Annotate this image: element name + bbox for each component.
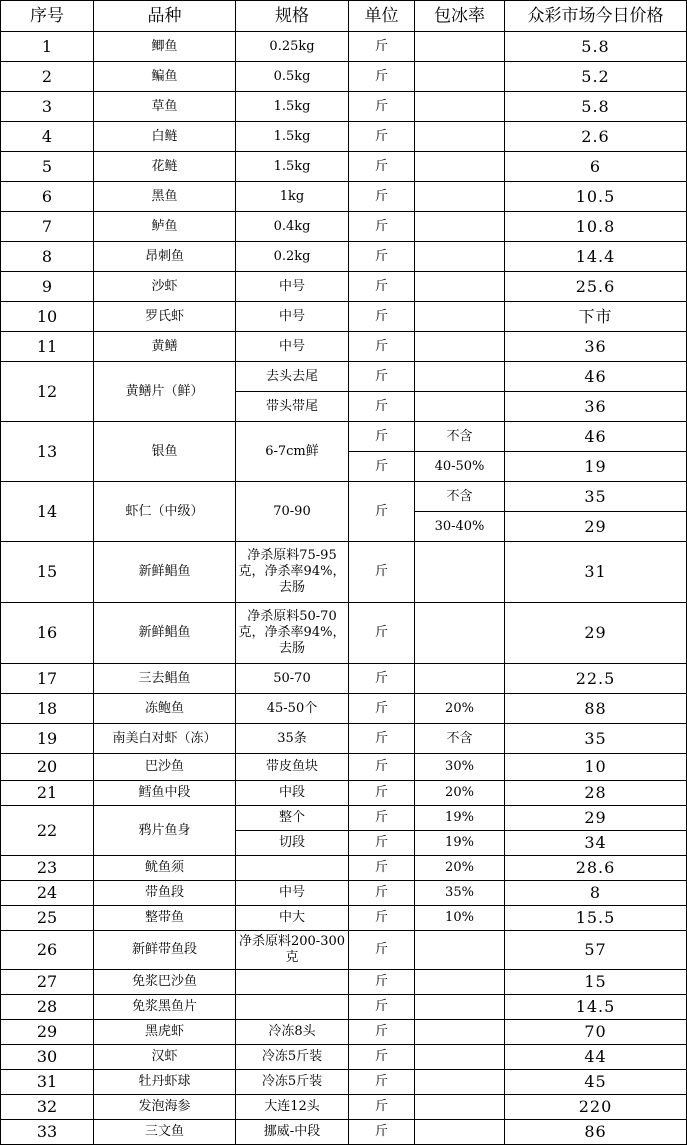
cell-ice-rate	[415, 542, 505, 603]
cell-unit: 斤	[349, 482, 415, 542]
cell-ice-rate	[415, 62, 505, 92]
cell-price: 29	[505, 603, 687, 664]
cell-name: 罗氏虾	[94, 302, 236, 332]
cell-spec: 35条	[236, 724, 349, 754]
cell-ice-rate: 30%	[415, 754, 505, 781]
cell-spec: 净杀原料75-95克，净杀率94%，去肠	[236, 542, 349, 603]
cell-unit: 斤	[349, 62, 415, 92]
cell-no: 16	[1, 603, 94, 664]
cell-name: 牡丹虾球	[94, 1070, 236, 1095]
table-row	[1, 931, 687, 970]
cell-spec: 6-7cm鲜	[236, 422, 349, 482]
table-row	[1, 970, 687, 995]
cell-unit: 斤	[349, 603, 415, 664]
cell-unit: 斤	[349, 856, 415, 881]
cell-ice-rate	[415, 995, 505, 1020]
cell-ice-rate: 不含	[415, 422, 505, 452]
cell-no: 10	[1, 302, 94, 332]
cell-unit: 斤	[349, 32, 415, 62]
cell-unit: 斤	[349, 452, 415, 482]
cell-name: 昂刺鱼	[94, 242, 236, 272]
cell-ice-rate	[415, 664, 505, 694]
cell-spec: 中号	[236, 332, 349, 362]
cell-name: 草鱼	[94, 92, 236, 122]
header-no: 序号	[1, 1, 94, 32]
cell-unit: 斤	[349, 970, 415, 995]
cell-ice-rate: 20%	[415, 856, 505, 881]
cell-spec: 1.5kg	[236, 92, 349, 122]
cell-unit: 斤	[349, 1095, 415, 1120]
cell-ice-rate	[415, 272, 505, 302]
cell-name: 黄鳝	[94, 332, 236, 362]
cell-unit: 斤	[349, 152, 415, 182]
cell-spec: 切段	[236, 831, 349, 856]
cell-no: 20	[1, 754, 94, 781]
cell-no: 15	[1, 542, 94, 603]
cell-spec	[236, 970, 349, 995]
cell-ice-rate	[415, 212, 505, 242]
cell-no: 7	[1, 212, 94, 242]
cell-name: 鲫鱼	[94, 32, 236, 62]
cell-no: 32	[1, 1095, 94, 1120]
table-row	[1, 1045, 687, 1070]
cell-spec: 挪威-中段	[236, 1120, 349, 1145]
cell-price: 86	[505, 1120, 687, 1145]
table-row	[1, 362, 687, 392]
cell-spec: 去头去尾	[236, 362, 349, 392]
cell-spec: 0.5kg	[236, 62, 349, 92]
cell-no: 3	[1, 92, 94, 122]
cell-price: 15.5	[505, 906, 687, 931]
cell-name: 南美白对虾（冻）	[94, 724, 236, 754]
cell-name: 冻鲍鱼	[94, 694, 236, 724]
cell-unit: 斤	[349, 1120, 415, 1145]
cell-price: 28	[505, 781, 687, 806]
cell-unit: 斤	[349, 1070, 415, 1095]
cell-ice-rate	[415, 1095, 505, 1120]
cell-no: 22	[1, 806, 94, 856]
table-row	[1, 1095, 687, 1120]
cell-no: 23	[1, 856, 94, 881]
cell-spec: 整个	[236, 806, 349, 831]
table-row	[1, 781, 687, 806]
cell-unit: 斤	[349, 392, 415, 422]
table-row	[1, 332, 687, 362]
table-row	[1, 212, 687, 242]
cell-price: 5.8	[505, 32, 687, 62]
cell-unit: 斤	[349, 754, 415, 781]
table-row	[1, 806, 687, 831]
cell-price: 88	[505, 694, 687, 724]
cell-ice-rate: 35%	[415, 881, 505, 906]
table-row	[1, 881, 687, 906]
cell-no: 31	[1, 1070, 94, 1095]
cell-price: 35	[505, 482, 687, 512]
cell-unit: 斤	[349, 302, 415, 332]
cell-ice-rate	[415, 1020, 505, 1045]
table-row	[1, 152, 687, 182]
cell-spec: 0.4kg	[236, 212, 349, 242]
cell-unit: 斤	[349, 92, 415, 122]
cell-name: 鸦片鱼身	[94, 806, 236, 856]
cell-unit: 斤	[349, 931, 415, 970]
header-name: 品种	[94, 1, 236, 32]
cell-unit: 斤	[349, 995, 415, 1020]
cell-ice-rate: 不含	[415, 724, 505, 754]
cell-price: 25.6	[505, 272, 687, 302]
cell-name: 鳕鱼中段	[94, 781, 236, 806]
table-row	[1, 62, 687, 92]
cell-price: 35	[505, 724, 687, 754]
cell-spec: 大连12头	[236, 1095, 349, 1120]
cell-no: 27	[1, 970, 94, 995]
cell-spec: 中号	[236, 881, 349, 906]
cell-no: 28	[1, 995, 94, 1020]
cell-price: 10	[505, 754, 687, 781]
cell-no: 11	[1, 332, 94, 362]
cell-ice-rate: 不含	[415, 482, 505, 512]
table-row	[1, 664, 687, 694]
cell-spec: 带头带尾	[236, 392, 349, 422]
cell-no: 26	[1, 931, 94, 970]
cell-no: 8	[1, 242, 94, 272]
cell-price: 28.6	[505, 856, 687, 881]
cell-unit: 斤	[349, 1020, 415, 1045]
cell-spec: 带皮鱼块	[236, 754, 349, 781]
cell-name: 银鱼	[94, 422, 236, 482]
cell-name: 鱿鱼须	[94, 856, 236, 881]
cell-no: 14	[1, 482, 94, 542]
cell-ice-rate	[415, 242, 505, 272]
cell-price: 44	[505, 1045, 687, 1070]
cell-price: 14.5	[505, 995, 687, 1020]
cell-spec: 45-50个	[236, 694, 349, 724]
cell-name: 鲈鱼	[94, 212, 236, 242]
cell-spec: 冷冻5斤装	[236, 1070, 349, 1095]
cell-ice-rate: 30-40%	[415, 512, 505, 542]
cell-name: 新鲜鲳鱼	[94, 603, 236, 664]
cell-no: 33	[1, 1120, 94, 1145]
cell-no: 29	[1, 1020, 94, 1045]
cell-ice-rate	[415, 970, 505, 995]
cell-unit: 斤	[349, 806, 415, 831]
cell-no: 30	[1, 1045, 94, 1070]
cell-name: 免浆巴沙鱼	[94, 970, 236, 995]
cell-price: 220	[505, 1095, 687, 1120]
cell-no: 1	[1, 32, 94, 62]
table-row	[1, 182, 687, 212]
cell-name: 黑鱼	[94, 182, 236, 212]
cell-price: 10.5	[505, 182, 687, 212]
cell-ice-rate	[415, 152, 505, 182]
cell-spec: 1.5kg	[236, 152, 349, 182]
cell-unit: 斤	[349, 542, 415, 603]
cell-no: 9	[1, 272, 94, 302]
cell-no: 6	[1, 182, 94, 212]
header-spec: 规格	[236, 1, 349, 32]
cell-price: 下市	[505, 302, 687, 332]
cell-unit: 斤	[349, 724, 415, 754]
cell-unit: 斤	[349, 182, 415, 212]
cell-price: 2.6	[505, 122, 687, 152]
table-row	[1, 906, 687, 931]
cell-name: 黄鳝片（鲜）	[94, 362, 236, 422]
table-row	[1, 302, 687, 332]
cell-unit: 斤	[349, 422, 415, 452]
cell-ice-rate	[415, 182, 505, 212]
cell-ice-rate	[415, 1045, 505, 1070]
cell-no: 24	[1, 881, 94, 906]
cell-spec: 冷冻5斤装	[236, 1045, 349, 1070]
cell-name: 新鲜鲳鱼	[94, 542, 236, 603]
cell-spec: 中号	[236, 272, 349, 302]
cell-price: 19	[505, 452, 687, 482]
cell-no: 4	[1, 122, 94, 152]
cell-unit: 斤	[349, 781, 415, 806]
cell-spec: 中段	[236, 781, 349, 806]
cell-unit: 斤	[349, 332, 415, 362]
cell-no: 17	[1, 664, 94, 694]
cell-price: 29	[505, 806, 687, 831]
cell-ice-rate: 20%	[415, 781, 505, 806]
cell-ice-rate	[415, 392, 505, 422]
cell-unit: 斤	[349, 906, 415, 931]
table-row	[1, 856, 687, 881]
cell-no: 18	[1, 694, 94, 724]
cell-name: 虾仁（中级）	[94, 482, 236, 542]
cell-unit: 斤	[349, 122, 415, 152]
cell-price: 34	[505, 831, 687, 856]
cell-ice-rate: 10%	[415, 906, 505, 931]
cell-ice-rate	[415, 302, 505, 332]
cell-unit: 斤	[349, 1045, 415, 1070]
header-price: 众彩市场今日价格	[505, 1, 687, 32]
table-row	[1, 122, 687, 152]
cell-ice-rate	[415, 362, 505, 392]
cell-ice-rate	[415, 92, 505, 122]
cell-name: 发泡海参	[94, 1095, 236, 1120]
cell-unit: 斤	[349, 831, 415, 856]
cell-unit: 斤	[349, 362, 415, 392]
table-row	[1, 422, 687, 452]
cell-name: 鳊鱼	[94, 62, 236, 92]
cell-price: 31	[505, 542, 687, 603]
cell-name: 汉虾	[94, 1045, 236, 1070]
cell-unit: 斤	[349, 272, 415, 302]
cell-price: 36	[505, 392, 687, 422]
cell-spec: 净杀原料50-70克，净杀率94%，去肠	[236, 603, 349, 664]
cell-no: 19	[1, 724, 94, 754]
cell-name: 三去鲳鱼	[94, 664, 236, 694]
cell-unit: 斤	[349, 242, 415, 272]
cell-price: 36	[505, 332, 687, 362]
table-row	[1, 694, 687, 724]
cell-spec: 1kg	[236, 182, 349, 212]
cell-price: 29	[505, 512, 687, 542]
cell-price: 6	[505, 152, 687, 182]
cell-name: 免浆黑鱼片	[94, 995, 236, 1020]
cell-price: 8	[505, 881, 687, 906]
cell-no: 5	[1, 152, 94, 182]
table-row	[1, 242, 687, 272]
table-row	[1, 32, 687, 62]
cell-unit: 斤	[349, 694, 415, 724]
cell-name: 巴沙鱼	[94, 754, 236, 781]
cell-ice-rate: 40-50%	[415, 452, 505, 482]
cell-name: 白鲢	[94, 122, 236, 152]
cell-price: 70	[505, 1020, 687, 1045]
cell-name: 带鱼段	[94, 881, 236, 906]
cell-spec: 1.5kg	[236, 122, 349, 152]
cell-name: 三文鱼	[94, 1120, 236, 1145]
cell-price: 22.5	[505, 664, 687, 694]
cell-unit: 斤	[349, 881, 415, 906]
cell-ice-rate	[415, 1070, 505, 1095]
cell-price: 10.8	[505, 212, 687, 242]
cell-spec	[236, 995, 349, 1020]
cell-no: 21	[1, 781, 94, 806]
cell-no: 12	[1, 362, 94, 422]
cell-ice-rate: 19%	[415, 806, 505, 831]
cell-unit: 斤	[349, 664, 415, 694]
cell-no: 2	[1, 62, 94, 92]
table-row	[1, 754, 687, 781]
table-row	[1, 724, 687, 754]
cell-ice-rate	[415, 122, 505, 152]
cell-ice-rate: 19%	[415, 831, 505, 856]
table-row	[1, 1070, 687, 1095]
table-row	[1, 995, 687, 1020]
header-row	[1, 1, 687, 32]
cell-no: 25	[1, 906, 94, 931]
cell-spec: 中大	[236, 906, 349, 931]
cell-price: 5.2	[505, 62, 687, 92]
table-row	[1, 542, 687, 603]
cell-no: 13	[1, 422, 94, 482]
cell-ice-rate	[415, 931, 505, 970]
cell-price: 46	[505, 362, 687, 392]
table-row	[1, 482, 687, 512]
table-row	[1, 1020, 687, 1045]
cell-spec: 0.2kg	[236, 242, 349, 272]
cell-name: 整带鱼	[94, 906, 236, 931]
cell-price: 5.8	[505, 92, 687, 122]
cell-price: 14.4	[505, 242, 687, 272]
cell-price: 15	[505, 970, 687, 995]
cell-name: 花鲢	[94, 152, 236, 182]
cell-spec: 70-90	[236, 482, 349, 542]
table-row	[1, 92, 687, 122]
cell-ice-rate	[415, 332, 505, 362]
cell-ice-rate	[415, 603, 505, 664]
cell-price: 46	[505, 422, 687, 452]
header-unit: 单位	[349, 1, 415, 32]
cell-price: 45	[505, 1070, 687, 1095]
cell-price: 57	[505, 931, 687, 970]
cell-spec: 净杀原料200-300克	[236, 931, 349, 970]
cell-name: 黑虎虾	[94, 1020, 236, 1045]
cell-spec: 50-70	[236, 664, 349, 694]
cell-spec: 中号	[236, 302, 349, 332]
header-ice-rate: 包冰率	[415, 1, 505, 32]
cell-spec: 0.25kg	[236, 32, 349, 62]
cell-unit: 斤	[349, 212, 415, 242]
cell-ice-rate: 20%	[415, 694, 505, 724]
table-row	[1, 603, 687, 664]
cell-spec: 冷冻8头	[236, 1020, 349, 1045]
table-row	[1, 272, 687, 302]
cell-ice-rate	[415, 32, 505, 62]
cell-name: 沙虾	[94, 272, 236, 302]
cell-name: 新鲜带鱼段	[94, 931, 236, 970]
cell-spec	[236, 856, 349, 881]
